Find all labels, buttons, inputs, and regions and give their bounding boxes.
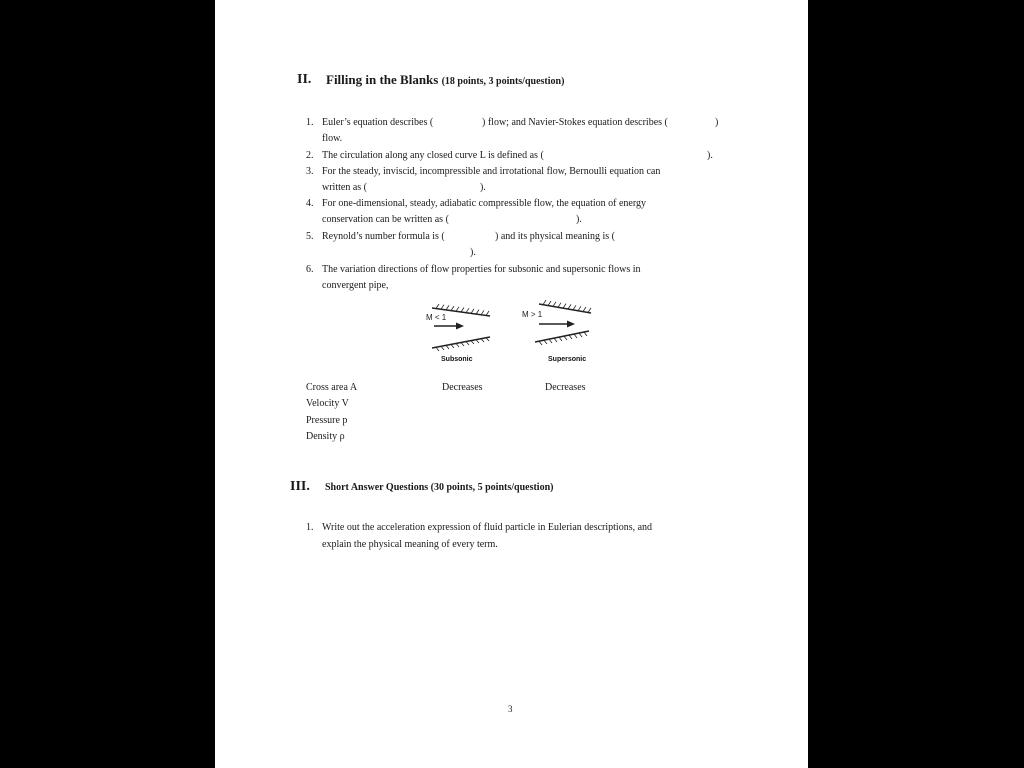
question-2-part-a: The circulation along any closed curve L is defined as (: [322, 150, 544, 161]
question-5-part-b: ) and its physical meaning is (: [495, 231, 615, 242]
question-1-part-a: Euler’s equation describes (: [322, 117, 434, 128]
supersonic-nozzle-icon: [517, 296, 597, 358]
question-3-number: 3.: [306, 166, 314, 177]
question-3-line-1: For the steady, inviscid, incompressible and irrotational flow, Bernoulli equation can: [322, 166, 661, 177]
row-label-pressure: Pressure p: [306, 415, 348, 426]
subsonic-caption: Subsonic: [441, 356, 473, 363]
question-6-line-1: The variation directions of flow properties for subsonic and supersonic flows in: [322, 264, 641, 275]
question-4-line-1: For one-dimensional, steady, adiabatic compressible flow, the equation of energy: [322, 198, 646, 209]
section-2-number: II.: [297, 72, 312, 87]
question-1-part-b: ) flow; and Navier-Stokes equation describes (: [482, 117, 668, 128]
subsonic-nozzle-icon: [420, 302, 500, 364]
question-6-number: 6.: [306, 264, 314, 275]
question-4-number: 4.: [306, 198, 314, 209]
subsonic-nozzle-diagram: [420, 302, 500, 364]
supersonic-caption: Supersonic: [548, 356, 587, 363]
question-3-line-2: written as (: [322, 182, 367, 193]
page-number: 3: [508, 704, 513, 714]
document-page: [215, 0, 808, 768]
row-cross-area-subsonic: Decreases: [442, 382, 483, 393]
question-6-line-2: convergent pipe,: [322, 280, 389, 291]
question-4-close: ).: [576, 214, 582, 225]
row-label-velocity: Velocity V: [306, 398, 349, 409]
section-3-question-1-line-2: explain the physical meaning of every term.: [322, 539, 498, 550]
question-5-number: 5.: [306, 231, 314, 242]
question-1-part-c: ): [715, 117, 719, 128]
section-3-question-1-number: 1.: [306, 522, 314, 533]
question-2-number: 2.: [306, 150, 314, 161]
section-3-question-1-line-1: Write out the acceleration expression of fluid particle in Eulerian descriptions, and: [322, 522, 653, 533]
question-5-part-a: Reynold’s number formula is (: [322, 231, 445, 242]
row-label-density: Density ρ: [306, 431, 345, 442]
supersonic-mach-label: M > 1: [522, 310, 543, 319]
row-cross-area-supersonic: Decreases: [545, 382, 586, 393]
row-label-cross-area: Cross area A: [306, 382, 358, 393]
question-2-part-b: ).: [707, 150, 713, 161]
section-2-title: [326, 72, 564, 88]
supersonic-nozzle-diagram: [517, 296, 597, 358]
question-5-close: ).: [470, 247, 476, 258]
question-1-part-d: flow.: [322, 133, 343, 144]
subsonic-mach-label: M < 1: [426, 313, 447, 322]
question-3-close: ).: [480, 182, 486, 193]
question-4-line-2: conservation can be written as (: [322, 214, 449, 225]
question-1-number: 1.: [306, 117, 314, 128]
section-3-title: Short Answer Questions (30 points, 5 points/question): [325, 482, 554, 493]
section-2-points: (18 points, 3 points/question): [441, 76, 565, 87]
section-2-title-text: Filling in the Blanks: [326, 72, 439, 87]
section-3-number: III.: [290, 479, 310, 494]
